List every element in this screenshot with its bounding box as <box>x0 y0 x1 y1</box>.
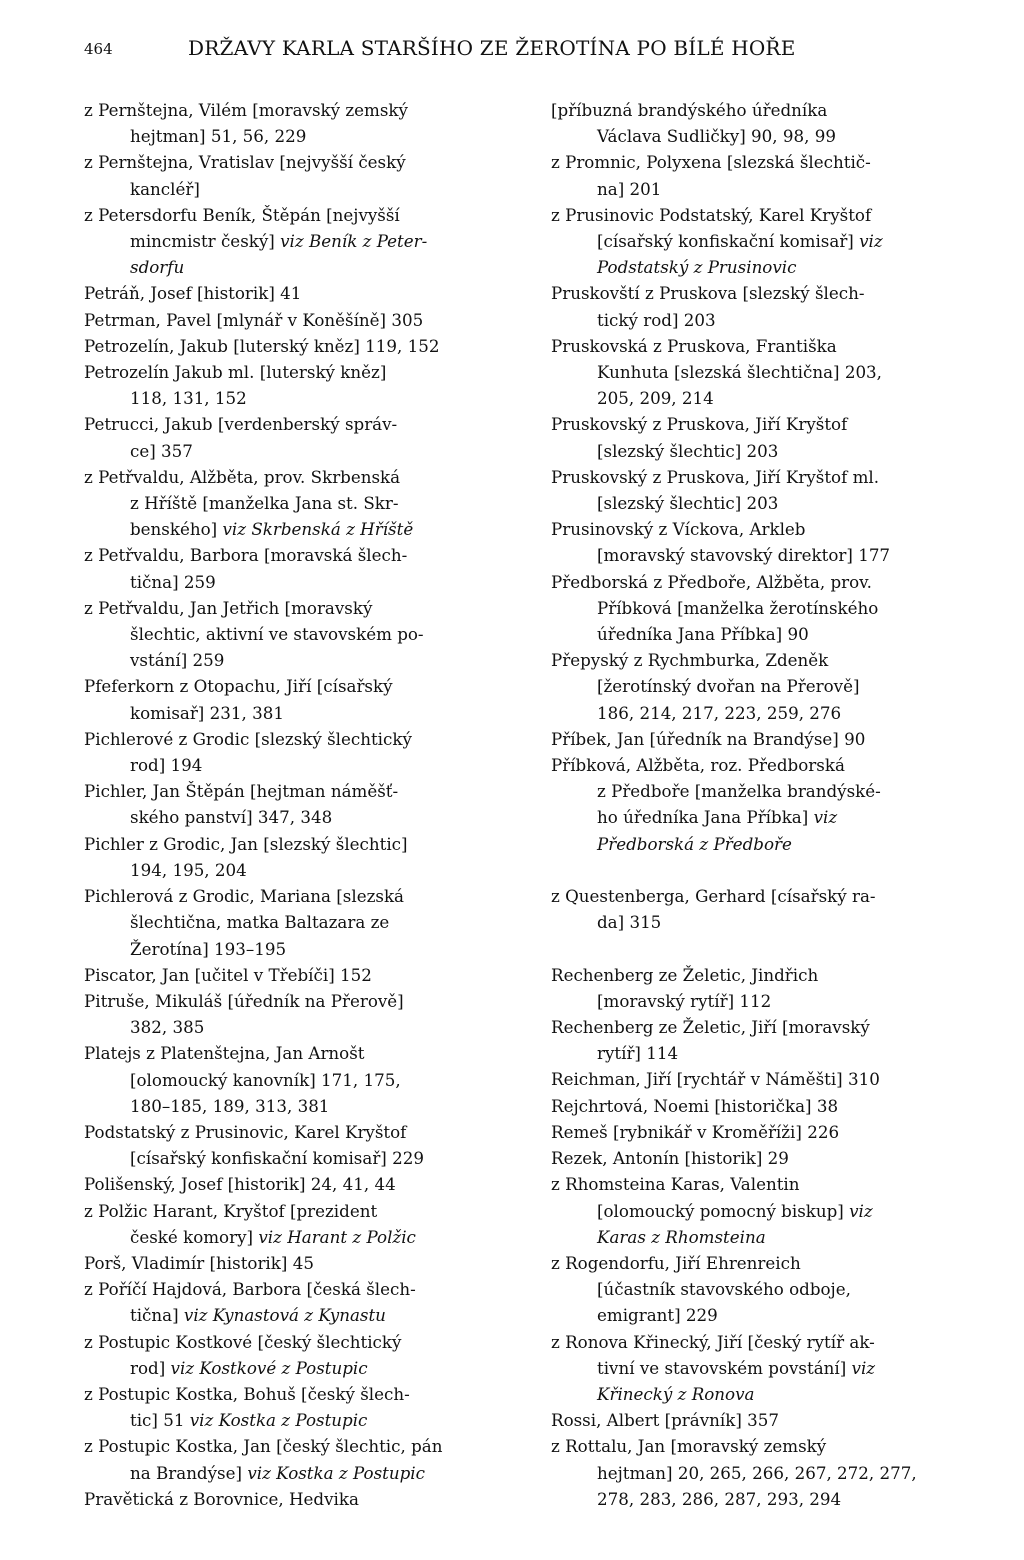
cross-reference-text: viz Kostka z Postupic <box>189 1410 368 1431</box>
cross-reference-text: viz <box>849 1200 873 1221</box>
index-entry-line <box>130 1067 484 1093</box>
index-entry-line <box>597 1040 946 1066</box>
index-entry-line <box>551 516 946 542</box>
entry-text: Pichler, Jan Štěpán [hejtman náměšť- <box>84 781 399 802</box>
index-entry-line <box>597 359 946 385</box>
index-entry-line <box>597 490 946 516</box>
index-entry-line <box>84 778 484 804</box>
index-entry <box>84 464 484 543</box>
index-entry <box>551 883 946 935</box>
index-entry-line <box>84 726 484 752</box>
index-entry-line <box>597 1381 946 1407</box>
entry-text: Porš, Vladimír [historik] 45 <box>84 1252 314 1273</box>
cross-reference-text: Podstatský z Prusinovic <box>597 257 797 278</box>
entry-text: Přepyský z Rychmburka, Zdeněk <box>551 650 829 671</box>
entry-text: [moravský rytíř] 112 <box>597 990 772 1011</box>
index-entry <box>84 149 484 201</box>
index-entry <box>84 726 484 778</box>
cross-reference-text: Karas z Rhomsteina <box>597 1226 766 1247</box>
index-entry-line <box>551 1145 946 1171</box>
index-entry-line <box>130 1302 484 1328</box>
index-entry-line <box>84 831 484 857</box>
entry-text: tický rod] 203 <box>597 309 716 330</box>
entry-text: 278, 283, 286, 287, 293, 294 <box>597 1488 842 1509</box>
index-entry-line <box>84 1276 484 1302</box>
index-entry-line <box>84 988 484 1014</box>
index-entry <box>84 97 484 149</box>
entry-text: Podstatský z Prusinovic, Karel Kryštof <box>84 1121 407 1142</box>
cross-reference-text: viz Skrbenská z Hříště <box>222 519 414 540</box>
entry-text: hejtman] 51, 56, 229 <box>130 126 307 147</box>
index-entry-line <box>597 307 946 333</box>
entry-text: Pruskovský z Pruskova, Jiří Kryštof <box>551 414 848 435</box>
entry-text: Petrucci, Jakub [verdenberský správ- <box>84 414 398 435</box>
index-column-right <box>551 97 946 1512</box>
index-entry-line <box>84 307 484 333</box>
index-entry-line <box>84 883 484 909</box>
index-entry-line <box>551 1407 946 1433</box>
index-entry <box>84 1171 484 1197</box>
index-entry <box>84 1433 484 1485</box>
entry-text: z Postupic Kostkové [český šlechtický <box>84 1331 402 1352</box>
entry-text: šlechtična, matka Baltazara ze <box>130 912 390 933</box>
entry-text: tična] 259 <box>130 571 216 592</box>
index-entry-line <box>551 1066 946 1092</box>
index-entry-line <box>597 123 946 149</box>
entry-text: z Promnic, Polyxena [slezská šlechtič- <box>551 152 871 173</box>
entry-text: tivní ve stavovském povstání] <box>597 1357 852 1378</box>
entry-text: [slezský šlechtic] 203 <box>597 493 779 514</box>
entry-text: Příbková, Alžběta, roz. Předborská <box>551 755 845 776</box>
index-entry-line <box>84 1119 484 1145</box>
index-entry <box>84 1381 484 1433</box>
entry-text: da] 315 <box>597 912 662 933</box>
entry-text: Polišenský, Josef [historik] 24, 41, 44 <box>84 1174 396 1195</box>
index-entry-line <box>597 909 946 935</box>
letter-section-gap <box>551 935 946 961</box>
entry-text: české komory] <box>130 1226 259 1247</box>
index-column-left <box>84 97 484 1512</box>
entry-text: Václava Sudličky] 90, 98, 99 <box>597 126 836 147</box>
index-entry <box>551 1014 946 1066</box>
entry-text: rod] <box>130 1357 171 1378</box>
entry-text: z Postupic Kostka, Bohuš [český šlech- <box>84 1383 410 1404</box>
entry-text: [císařský konfiskační komisař] <box>597 231 860 252</box>
entry-text: Pichlerové z Grodic [slezský šlechtický <box>84 728 412 749</box>
index-entry-line <box>130 490 484 516</box>
index-entry-line <box>130 804 484 830</box>
index-entry-line <box>84 464 484 490</box>
entry-text: Platejs z Platenštejna, Jan Arnošt <box>84 1043 365 1064</box>
index-entry-line <box>84 673 484 699</box>
index-entry-line <box>130 1407 484 1433</box>
index-entry <box>551 647 946 726</box>
index-entry-continuation <box>551 97 946 149</box>
index-entry-line <box>551 202 946 228</box>
entry-text: 194, 195, 204 <box>130 859 247 880</box>
index-entry-line <box>84 542 484 568</box>
index-entry-line <box>551 280 946 306</box>
entry-text: Pravětická z Borovnice, Hedvika <box>84 1488 359 1509</box>
index-entry-line <box>597 778 946 804</box>
index-entry-line <box>84 1198 484 1224</box>
index-entry-line <box>551 962 946 988</box>
index-entry <box>551 280 946 332</box>
index-entry <box>84 411 484 463</box>
index-entry <box>84 831 484 883</box>
index-entry-line <box>597 1486 946 1512</box>
entry-text: [žerotínský dvořan na Přerově] <box>597 676 860 697</box>
index-entry-line <box>597 542 946 568</box>
entry-text: na Brandýse] <box>130 1462 248 1483</box>
index-entry-line <box>551 1171 946 1197</box>
cross-reference-text: viz <box>859 231 883 252</box>
page-number: 464 <box>84 40 113 58</box>
entry-text: Reichman, Jiří [rychtář v Náměšti] 310 <box>551 1069 880 1090</box>
index-entry <box>84 1486 484 1512</box>
cross-reference-text: Předborská z Předboře <box>597 833 792 854</box>
index-entry <box>551 464 946 516</box>
index-entry-line <box>551 569 946 595</box>
index-entry <box>551 962 946 1014</box>
entry-text: Pruskovští z Pruskova [slezský šlech- <box>551 283 865 304</box>
index-entry-line <box>84 595 484 621</box>
entry-text: z Rhomsteina Karas, Valentin <box>551 1174 800 1195</box>
entry-text: Piscator, Jan [učitel v Třebíči] 152 <box>84 964 372 985</box>
entry-text: hejtman] 20, 265, 266, 267, 272, 277, <box>597 1462 917 1483</box>
cross-reference-text: viz Beník z Peter- <box>280 231 428 252</box>
entry-text: šlechtic, aktivní ve stavovském po- <box>130 624 424 645</box>
index-entry-line <box>551 647 946 673</box>
index-entry <box>551 726 946 752</box>
index-entry <box>551 1407 946 1433</box>
index-entry-line <box>551 97 946 123</box>
entry-text: z Předboře [manželka brandýské- <box>597 781 881 802</box>
index-entry <box>551 149 946 201</box>
index-entry-line <box>597 673 946 699</box>
cross-reference-text: viz <box>851 1357 876 1378</box>
index-entry <box>84 202 484 281</box>
entry-text: 180–185, 189, 313, 381 <box>130 1095 330 1116</box>
entry-text: komisař] 231, 381 <box>130 702 284 723</box>
entry-text: Příbek, Jan [úředník na Brandýse] 90 <box>551 728 866 749</box>
entry-text: Pruskovská z Pruskova, Františka <box>551 335 837 356</box>
index-entry-line <box>130 647 484 673</box>
index-entry <box>551 752 946 857</box>
index-entry-line <box>84 1250 484 1276</box>
index-entry <box>84 1198 484 1250</box>
index-entry <box>551 1066 946 1092</box>
index-entry <box>551 1119 946 1145</box>
index-entry-line <box>130 700 484 726</box>
entry-text: z Pernštejna, Vilém [moravský zemský <box>84 100 408 120</box>
index-entry <box>84 307 484 333</box>
page-header <box>84 36 944 66</box>
index-entry <box>551 411 946 463</box>
entry-text: Žerotína] 193–195 <box>130 938 287 959</box>
entry-text: z Ronova Křinecký, Jiří [český rytíř ak- <box>551 1331 875 1352</box>
entry-text: tic] 51 <box>130 1410 190 1431</box>
entry-text: Petrozelín, Jakub [luterský kněz] 119, 152 <box>84 335 440 356</box>
index-entry-line <box>551 1250 946 1276</box>
index-entry-line <box>130 176 484 202</box>
index-entry-line <box>130 516 484 542</box>
index-entry-line <box>597 1224 946 1250</box>
entry-text: Prusinovský z Víckova, Arkleb <box>551 519 806 540</box>
index-entry-line <box>130 936 484 962</box>
entry-text: Petráň, Josef [historik] 41 <box>84 283 302 304</box>
index-entry-line <box>130 254 484 280</box>
index-entry-line <box>551 883 946 909</box>
index-entry-line <box>84 1171 484 1197</box>
index-entry-line <box>551 752 946 778</box>
index-entry-line <box>597 438 946 464</box>
entry-text: [moravský stavovský direktor] 177 <box>597 545 891 566</box>
entry-text: 205, 209, 214 <box>597 388 714 409</box>
entry-text: Pfeferkorn z Otopachu, Jiří [císařský <box>84 676 393 697</box>
index-entry-line <box>84 333 484 359</box>
index-entry <box>551 1329 946 1408</box>
index-entry-line <box>130 621 484 647</box>
entry-text: z Petersdorfu Beník, Štěpán [nejvyšší <box>84 204 400 225</box>
index-entry-line <box>130 1014 484 1040</box>
cross-reference-text: viz Kynastová z Kynastu <box>183 1305 386 1326</box>
entry-text: Rejchrtová, Noemi [historička] 38 <box>551 1095 839 1116</box>
entry-text: Petrozelín Jakub ml. [luterský kněz] <box>84 362 387 383</box>
index-entry-line <box>597 1302 946 1328</box>
index-entry-line <box>551 1433 946 1459</box>
entry-text: z Petřvaldu, Barbora [moravská šlech- <box>84 545 408 566</box>
entry-text: z Hříště [manželka Jana st. Skr- <box>130 493 399 514</box>
index-entry <box>84 359 484 411</box>
index-entry-line <box>130 569 484 595</box>
index-entry-line <box>130 857 484 883</box>
cross-reference-text: viz Harant z Polžic <box>258 1226 416 1247</box>
entry-text: z Pernštejna, Vratislav [nejvyšší český <box>84 152 406 173</box>
index-entry-line <box>597 385 946 411</box>
entry-text: [olomoucký pomocný biskup] <box>597 1200 850 1221</box>
entry-text: rod] 194 <box>130 755 203 776</box>
entry-text: Příbková [manželka žerotínského <box>597 597 879 618</box>
entry-text: Pichler z Grodic, Jan [slezský šlechtic] <box>84 833 408 854</box>
index-entry-line <box>597 804 946 830</box>
index-entry-line <box>597 228 946 254</box>
index-entry-line <box>597 831 946 857</box>
index-entry-line <box>551 1014 946 1040</box>
entry-text: z Rogendorfu, Jiří Ehrenreich <box>551 1252 801 1273</box>
index-entry-line <box>130 1460 484 1486</box>
entry-text: Pitruše, Mikuláš [úředník na Přerově] <box>84 990 404 1011</box>
entry-text: Předborská z Předboře, Alžběta, prov. <box>551 571 872 592</box>
index-entry-line <box>130 385 484 411</box>
index-entry-line <box>130 228 484 254</box>
letter-section-gap <box>551 857 946 883</box>
index-entry <box>84 962 484 988</box>
index-entry-line <box>84 962 484 988</box>
index-entry-line <box>84 202 484 228</box>
cross-reference-text: viz Kostka z Postupic <box>247 1462 425 1483</box>
index-entry-line <box>597 1276 946 1302</box>
cross-reference-text: viz <box>813 807 838 828</box>
index-entry <box>551 1145 946 1171</box>
entry-text: 186, 214, 217, 223, 259, 276 <box>597 702 842 723</box>
entry-text: z Poříčí Hajdová, Barbora [česká šlech- <box>84 1279 416 1300</box>
entry-text: 382, 385 <box>130 1017 205 1038</box>
entry-text: emigrant] 229 <box>597 1305 718 1326</box>
index-entry <box>84 673 484 725</box>
index-entry <box>84 988 484 1040</box>
index-entry-line <box>130 123 484 149</box>
index-entry <box>84 1040 484 1119</box>
entry-text: Rechenberg ze Želetic, Jiří [moravský <box>551 1017 870 1038</box>
index-entry-line <box>130 438 484 464</box>
index-entry <box>84 280 484 306</box>
entry-text: z Prusinovic Podstatský, Karel Kryštof <box>551 204 872 225</box>
index-entry-line <box>597 1198 946 1224</box>
cross-reference-text: sdorfu <box>130 257 185 278</box>
entry-text: tična] <box>130 1305 184 1326</box>
entry-text: Rossi, Albert [právník] 357 <box>551 1410 780 1431</box>
entry-text: z Polžic Harant, Kryštof [prezident <box>84 1200 378 1221</box>
entry-text: [slezský šlechtic] 203 <box>597 440 779 461</box>
index-entry-line <box>130 1355 484 1381</box>
index-entry-line <box>597 176 946 202</box>
index-entry <box>84 778 484 830</box>
index-entry <box>551 1093 946 1119</box>
entry-text: z Petřvaldu, Alžběta, prov. Skrbenská <box>84 466 401 487</box>
entry-text: mincmistr český] <box>130 231 281 252</box>
entry-text: [císařský konfiskační komisař] 229 <box>130 1148 424 1169</box>
index-entry-line <box>130 1145 484 1171</box>
entry-text: kancléř] <box>130 178 200 199</box>
index-entry-line <box>597 1460 946 1486</box>
entry-text: Petrman, Pavel [mlynář v Koněšíně] 305 <box>84 309 424 330</box>
index-entry-line <box>84 1381 484 1407</box>
index-entry-line <box>84 1040 484 1066</box>
index-entry-line <box>551 1093 946 1119</box>
index-entry <box>551 333 946 412</box>
index-entry <box>84 1119 484 1171</box>
cross-reference-text: viz Kostkové z Postupic <box>170 1357 368 1378</box>
index-entry-line <box>597 621 946 647</box>
index-entry-line <box>84 149 484 175</box>
index-entry <box>551 202 946 281</box>
index-entry-line <box>597 254 946 280</box>
entry-text: [účastník stavovského odboje, <box>597 1279 851 1300</box>
index-entry <box>84 1276 484 1328</box>
entry-text: z Questenberga, Gerhard [císařský ra- <box>551 886 876 907</box>
cross-reference-text: Křinecký z Ronova <box>597 1383 755 1404</box>
entry-text: Pichlerová z Grodic, Mariana [slezská <box>84 886 405 907</box>
index-entry-line <box>130 1093 484 1119</box>
entry-text: [příbuzná brandýského úředníka <box>551 100 828 120</box>
index-entry <box>84 542 484 594</box>
index-entry-line <box>130 1224 484 1250</box>
index-entry <box>84 1329 484 1381</box>
index-entry-line <box>84 1433 484 1459</box>
entry-text: 118, 131, 152 <box>130 388 247 409</box>
entry-text: z Postupic Kostka, Jan [český šlechtic, pán <box>84 1436 443 1457</box>
index-entry-line <box>551 464 946 490</box>
index-entry-line <box>84 97 484 123</box>
entry-text: ského panství] 347, 348 <box>130 807 333 828</box>
index-entry-line <box>597 988 946 1014</box>
entry-text: z Rottalu, Jan [moravský zemský <box>551 1436 827 1457</box>
index-entry <box>551 1171 946 1250</box>
index-entry-line <box>551 1329 946 1355</box>
index-entry-line <box>130 909 484 935</box>
entry-text: na] 201 <box>597 178 662 199</box>
index-entry <box>551 516 946 568</box>
index-entry-line <box>597 595 946 621</box>
index-entry <box>84 595 484 674</box>
index-entry-line <box>551 411 946 437</box>
index-entry-line <box>130 752 484 778</box>
index-entry-line <box>84 411 484 437</box>
index-entry <box>551 1433 946 1512</box>
entry-text: úředníka Jana Příbka] 90 <box>597 624 809 645</box>
index-entry <box>84 333 484 359</box>
index-entry-line <box>84 1486 484 1512</box>
entry-text: benského] <box>130 519 223 540</box>
index-entry-line <box>551 726 946 752</box>
index-entry-line <box>597 700 946 726</box>
index-entry <box>551 1250 946 1329</box>
index-entry-line <box>84 359 484 385</box>
entry-text: vstání] 259 <box>130 650 225 671</box>
entry-text: [olomoucký kanovník] 171, 175, <box>130 1069 401 1090</box>
index-entry-line <box>551 333 946 359</box>
index-entry-line <box>551 149 946 175</box>
entry-text: Remeš [rybnikář v Kroměříži] 226 <box>551 1121 840 1142</box>
entry-text: ho úředníka Jana Příbka] <box>597 807 814 828</box>
index-entry-line <box>84 1329 484 1355</box>
running-title: DRŽAVY KARLA STARŠÍHO ZE ŽEROTÍNA PO BÍLÉ HOŘE <box>188 36 796 60</box>
index-entry <box>84 883 484 962</box>
entry-text: Kunhuta [slezská šlechtična] 203, <box>597 362 882 383</box>
index-entry <box>551 569 946 648</box>
entry-text: Rezek, Antonín [historik] 29 <box>551 1148 789 1169</box>
index-entry-line <box>551 1119 946 1145</box>
entry-text: Pruskovský z Pruskova, Jiří Kryštof ml. <box>551 466 880 487</box>
index-entry-line <box>597 1355 946 1381</box>
entry-text: z Petřvaldu, Jan Jetřich [moravský <box>84 597 373 618</box>
entry-text: ce] 357 <box>130 440 193 461</box>
index-entry-line <box>84 280 484 306</box>
entry-text: Rechenberg ze Želetic, Jindřich <box>551 964 819 985</box>
index-entry <box>84 1250 484 1276</box>
entry-text: rytíř] 114 <box>597 1043 679 1064</box>
